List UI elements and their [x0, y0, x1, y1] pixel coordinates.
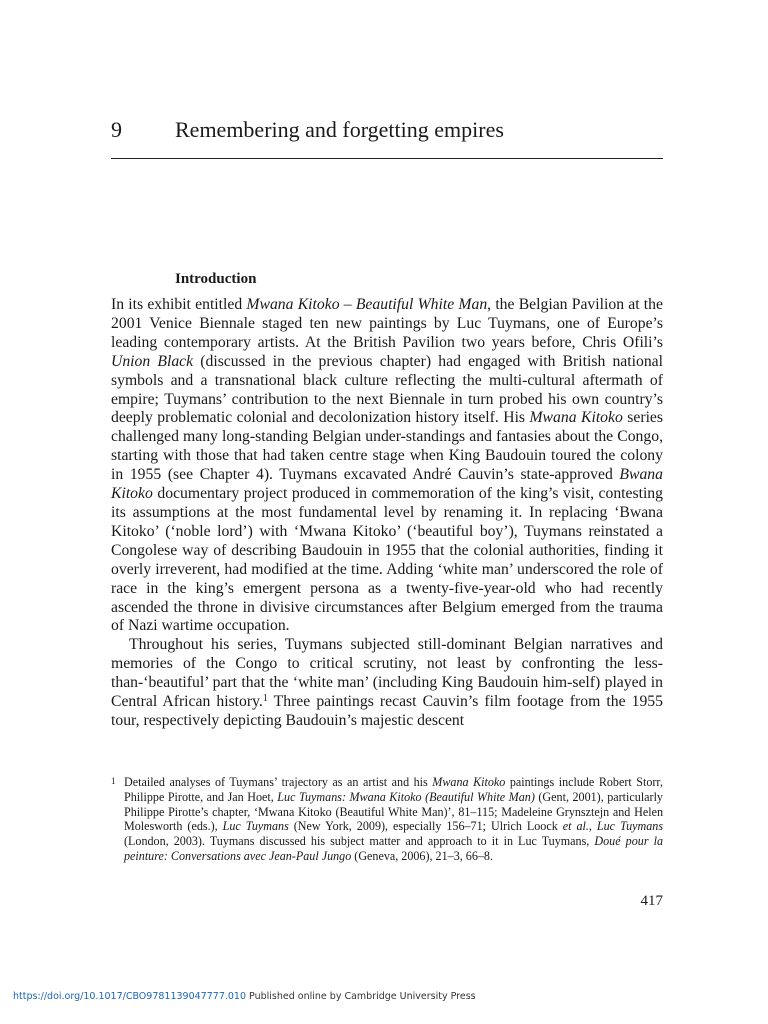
italic-title: Union Black: [111, 352, 194, 370]
text-run: series challenged many long-standing Belgian under-standings and fantasies about the Congo, starting with those that had taken centre stage when King Baudouin toured the colony in 1955 (see Chapter 4). Tuymans excavated André Cauvin’s state-approved: [111, 409, 663, 484]
text-run: , the Belgian Pavilion at the 2001 Venice Biennale staged ten new paintings by Luc Tuymans, one of Europe’s leading contemporary artists. At the British Pavilion two years before, Chris Ofili’s: [111, 296, 663, 351]
footnote-reference[interactable]: 1: [262, 693, 268, 705]
text-run: Throughout his series, Tuymans subjected still-dominant Belgian narratives and memories of the Congo to critical scrutiny, not least by confronting the less-than-‘beautiful’ part that the ‘white man’ (including King Baudouin him-self) played in Central African history.: [111, 636, 663, 711]
footnote-marker: 1: [111, 776, 116, 786]
text-run: Detailed analyses of Tuymans’ trajectory as an artist and his: [124, 775, 433, 789]
text-run: (discussed in the previous chapter) had engaged with British national symbols and a transnational black culture reflecting the multi-cultural aftermath of empire; Tuymans’ contribution to the next Biennale in turn probed his own country’s deeply problematic colonial and decolonization history itself. His: [111, 352, 663, 427]
text-run: (Geneva, 2006), 21–3, 66–8.: [351, 848, 494, 863]
paragraph: [111, 636, 663, 731]
publisher-note: Published online by Cambridge University Press: [246, 991, 476, 1002]
text-run: (New York, 2009), especially 156–71; Ulrich Loock: [288, 819, 563, 834]
doi-footer: [13, 991, 476, 1003]
italic-title: Bwana Kitoko: [111, 466, 663, 503]
text-run: ,: [588, 819, 597, 834]
doi-link[interactable]: https://doi.org/10.1017/CBO9781139047777.010: [13, 991, 247, 1002]
heading-rule: [111, 158, 663, 159]
italic-title: Luc Tuymans: [596, 819, 664, 834]
text-run: (Gent, 2001), particularly Philippe Pirotte’s chapter, ‘Mwana Kitoko (Beautiful White Man)’, 81–115; Madeleine Grynsztejn and Helen Molesworth (eds.),: [124, 789, 663, 834]
italic-title: Mwana Kitoko: [529, 409, 623, 427]
chapter-heading: [111, 116, 663, 144]
paragraph: [111, 296, 663, 636]
body-text: [111, 296, 663, 731]
text-run: In its exhibit entitled: [111, 296, 247, 313]
italic-title: Mwana Kitoko – Beautiful White Man: [246, 296, 488, 313]
text-run: documentary project produced in commemoration of the king’s visit, contesting its assumptions at the most fundamental level by renaming it. In replacing ‘Bwana Kitoko’ (‘noble lord’) with ‘Mwana Kitoko’ (‘beautiful boy’), Tuymans reinstated a Congolese way of describing Baudouin in 1955 that the colonial authorities, finding it overly irreverent, had modified at the time. Adding ‘white man’ underscored the role of race in the king’s emergent persona as a twenty-five-year-old who had recently ascended the throne in divisive circumstances after Belgium emerged from the trauma of Nazi wartime occupation.: [111, 485, 663, 635]
section-title: Introduction: [175, 271, 257, 287]
italic-title: Mwana Kitoko: [432, 775, 506, 789]
italic-title: Luc Tuymans: [222, 819, 289, 834]
italic-title: et al.: [562, 819, 589, 834]
footnote: [111, 775, 663, 864]
chapter-title: Remembering and forgetting empires: [175, 117, 504, 142]
text-run: (London, 2003). Tuymans discussed his subject matter and approach to it in Luc Tuymans,: [124, 834, 595, 849]
footnote-text: [124, 775, 663, 864]
italic-title: Doué pour la peinture: Conversations avec Jean-Paul Jungo: [124, 834, 663, 863]
italic-title: Luc Tuymans: Mwana Kitoko (Beautiful White Man): [277, 789, 535, 804]
chapter-number: 9: [111, 117, 122, 142]
text-run: Three paintings recast Cauvin’s film footage from the 1955 tour, respectively depicting Baudouin’s majestic descent: [111, 693, 663, 729]
page-number: 417: [640, 893, 663, 909]
text-run: paintings include Robert Storr, Philippe Pirotte, and Jan Hoet,: [124, 775, 663, 804]
